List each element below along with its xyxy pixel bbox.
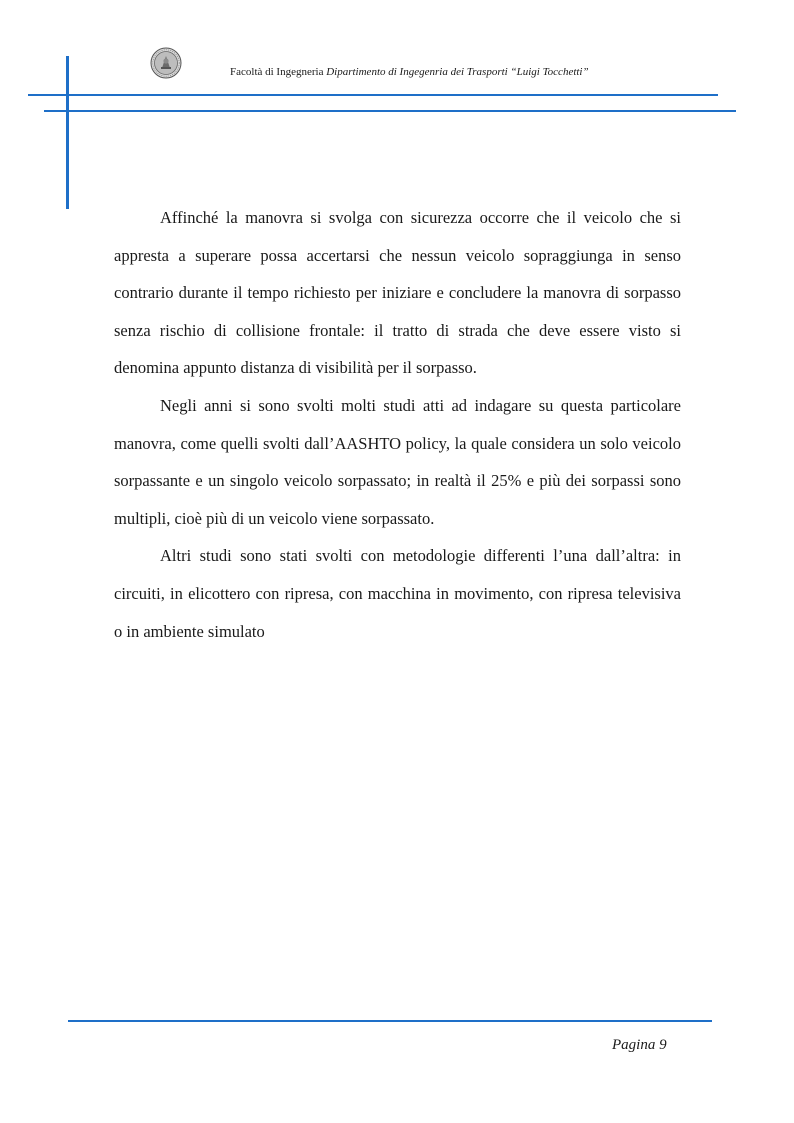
paragraph-2: Negli anni si sono svolti molti studi atti ad indagare su questa particolare manovra, come quelli svolti dall’AASHTO policy, la quale considera un solo veicolo sorpassante e un singolo veicolo sorpassato; in realtà il 25% e più dei sorpassi sono multipli, cioè più di un veicolo viene sorpassato. [114,395,681,528]
university-seal-icon [150,47,182,79]
header-vertical-rule [66,56,69,209]
document-body [114,199,681,650]
paragraph-3: Altri studi sono stati svolti con metodologie differenti l’una dall’altra: in circuiti, in elicottero con ripresa, con macchina in movimento, con ripresa televisiva o in ambiente simulato [114,546,681,641]
page-number: Pagina 9 [612,1037,667,1053]
header-rule-bottom [44,110,736,112]
footer-rule [68,1020,712,1022]
paragraph-1: Affinché la manovra si svolga con sicurezza occorre che il veicolo che si appresta a superare possa accertarsi che nessun veicolo sopraggiunga in senso contrario durante il tempo richiesto per iniziare e concludere la manovra di sorpasso senza rischio di collisione frontale: il tratto di strada che deve essere visto si denomina appunto distanza di visibilità per il sorpasso. [114,208,681,378]
header-institution [230,66,650,78]
header-department: Dipartimento di Ingegenria dei Trasporti “Luigi Tocchetti” [326,66,589,78]
header-faculty: Facoltà di Ingegneria [230,66,324,78]
header-rule-top [28,94,718,96]
